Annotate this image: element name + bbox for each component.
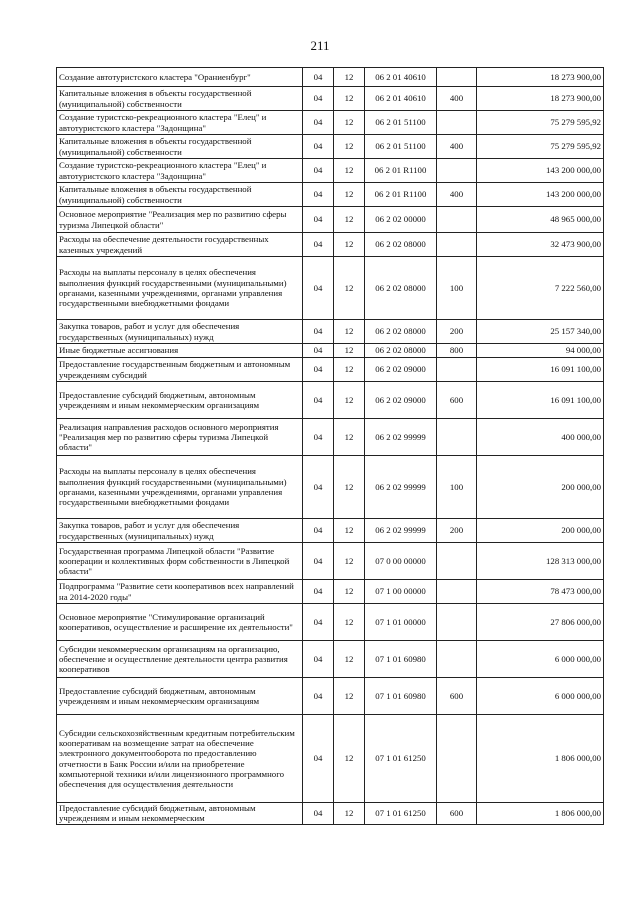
item-section: 12 <box>334 604 365 641</box>
item-target-code: 06 2 01 R1100 <box>365 183 437 207</box>
item-name: Подпрограмма "Развитие сети кооперативов всех направлений на 2014-2020 годы" <box>57 580 303 604</box>
item-gr: 04 <box>303 87 334 111</box>
item-amount: 16 091 100,00 <box>477 358 604 382</box>
item-name: Расходы на выплаты персоналу в целях обеспечения выполнения функций государственными (муниципальными) органами, казенными учреждениями, органами управления государственными внебюджетными фондами <box>57 456 303 519</box>
item-section: 12 <box>334 382 365 419</box>
item-gr: 04 <box>303 111 334 135</box>
table-row <box>57 641 604 678</box>
item-gr: 04 <box>303 604 334 641</box>
item-expense-type <box>437 543 477 580</box>
item-amount: 1 806 000,00 <box>477 715 604 803</box>
item-target-code: 06 2 02 08000 <box>365 344 437 358</box>
item-section: 12 <box>334 543 365 580</box>
item-name: Капитальные вложения в объекты государственной (муниципальной) собственности <box>57 87 303 111</box>
item-expense-type: 400 <box>437 87 477 111</box>
table-row <box>57 358 604 382</box>
item-amount: 18 273 900,00 <box>477 68 604 87</box>
item-expense-type <box>437 715 477 803</box>
item-name: Закупка товаров, работ и услуг для обеспечения государственных (муниципальных) нужд <box>57 320 303 344</box>
item-expense-type: 200 <box>437 320 477 344</box>
item-target-code: 06 2 02 99999 <box>365 519 437 543</box>
item-name: Капитальные вложения в объекты государственной (муниципальной) собственности <box>57 135 303 159</box>
item-expense-type: 800 <box>437 344 477 358</box>
item-amount: 16 091 100,00 <box>477 382 604 419</box>
item-section: 12 <box>334 111 365 135</box>
item-name: Субсидии некоммерческим организациям на организацию, обеспечение и осуществление деятельности центра развития кооперативов <box>57 641 303 678</box>
item-target-code: 07 1 01 61250 <box>365 803 437 825</box>
item-amount: 200 000,00 <box>477 456 604 519</box>
item-expense-type <box>437 233 477 257</box>
item-gr: 04 <box>303 543 334 580</box>
item-amount: 75 279 595,92 <box>477 111 604 135</box>
item-target-code: 06 2 02 08000 <box>365 257 437 320</box>
item-name: Расходы на выплаты персоналу в целях обеспечения выполнения функций государственными (муниципальными) органами, казенными учреждениями, органами управления государственными внебюджетными фондами <box>57 257 303 320</box>
item-expense-type: 200 <box>437 519 477 543</box>
item-name: Основное мероприятие "Реализация мер по развитию сферы туризма Липецкой области" <box>57 207 303 233</box>
item-section: 12 <box>334 135 365 159</box>
item-name: Предоставление субсидий бюджетным, автономным учреждениям и иным некоммерческим организациям <box>57 678 303 715</box>
item-target-code: 06 2 02 00000 <box>365 207 437 233</box>
item-section: 12 <box>334 233 365 257</box>
item-amount: 7 222 560,00 <box>477 257 604 320</box>
item-expense-type: 600 <box>437 678 477 715</box>
item-target-code: 07 0 00 00000 <box>365 543 437 580</box>
item-amount: 6 000 000,00 <box>477 678 604 715</box>
item-target-code: 06 2 01 51100 <box>365 135 437 159</box>
item-gr: 04 <box>303 183 334 207</box>
item-expense-type <box>437 68 477 87</box>
item-gr: 04 <box>303 456 334 519</box>
item-gr: 04 <box>303 135 334 159</box>
table-row <box>57 543 604 580</box>
item-name: Закупка товаров, работ и услуг для обеспечения государственных (муниципальных) нужд <box>57 519 303 543</box>
item-name: Капитальные вложения в объекты государственной (муниципальной) собственности <box>57 183 303 207</box>
table-row <box>57 320 604 344</box>
item-target-code: 07 1 01 00000 <box>365 604 437 641</box>
item-expense-type: 100 <box>437 257 477 320</box>
item-section: 12 <box>334 803 365 825</box>
item-target-code: 07 1 00 00000 <box>365 580 437 604</box>
item-section: 12 <box>334 519 365 543</box>
item-target-code: 07 1 01 60980 <box>365 678 437 715</box>
item-amount: 400 000,00 <box>477 419 604 456</box>
item-target-code: 06 2 02 09000 <box>365 358 437 382</box>
item-gr: 04 <box>303 715 334 803</box>
item-gr: 04 <box>303 68 334 87</box>
item-name: Расходы на обеспечение деятельности государственных казенных учреждений <box>57 233 303 257</box>
item-expense-type: 600 <box>437 382 477 419</box>
item-gr: 04 <box>303 344 334 358</box>
table-row <box>57 111 604 135</box>
item-amount: 128 313 000,00 <box>477 543 604 580</box>
item-gr: 04 <box>303 382 334 419</box>
item-expense-type: 400 <box>437 183 477 207</box>
item-amount: 1 806 000,00 <box>477 803 604 825</box>
item-target-code: 07 1 01 60980 <box>365 641 437 678</box>
item-name: Создание автотуристского кластера "Ораниенбург" <box>57 68 303 87</box>
page-number: 211 <box>310 38 330 53</box>
item-section: 12 <box>334 68 365 87</box>
item-amount: 78 473 000,00 <box>477 580 604 604</box>
item-expense-type: 600 <box>437 803 477 825</box>
item-expense-type <box>437 604 477 641</box>
item-gr: 04 <box>303 580 334 604</box>
item-amount: 200 000,00 <box>477 519 604 543</box>
table-row <box>57 456 604 519</box>
item-section: 12 <box>334 344 365 358</box>
item-expense-type: 400 <box>437 135 477 159</box>
item-section: 12 <box>334 257 365 320</box>
table-row <box>57 678 604 715</box>
item-name: Предоставление государственным бюджетным и автономным учреждениям субсидий <box>57 358 303 382</box>
item-expense-type: 100 <box>437 456 477 519</box>
item-expense-type <box>437 358 477 382</box>
budget-table-body <box>57 68 604 825</box>
item-gr: 04 <box>303 519 334 543</box>
item-name: Основное мероприятие "Стимулирование организаций кооперативов, осуществление и расширение их деятельности" <box>57 604 303 641</box>
item-name: Иные бюджетные ассигнования <box>57 344 303 358</box>
item-target-code: 07 1 01 61250 <box>365 715 437 803</box>
item-section: 12 <box>334 678 365 715</box>
item-gr: 04 <box>303 641 334 678</box>
item-target-code: 06 2 02 09000 <box>365 382 437 419</box>
table-row <box>57 207 604 233</box>
table-row <box>57 135 604 159</box>
table-row <box>57 803 604 825</box>
item-gr: 04 <box>303 358 334 382</box>
table-row <box>57 233 604 257</box>
table-row <box>57 715 604 803</box>
item-amount: 48 965 000,00 <box>477 207 604 233</box>
item-section: 12 <box>334 358 365 382</box>
item-amount: 94 000,00 <box>477 344 604 358</box>
item-gr: 04 <box>303 803 334 825</box>
item-section: 12 <box>334 183 365 207</box>
item-gr: 04 <box>303 320 334 344</box>
item-name: Субсидии сельскохозяйственным кредитным потребительским кооперативам на возмещение затрат на обеспечение электронного документооборота по предоставлению отчетности в Банк России и/или на приобретение компьютерной техники и/или лицензионного программного обеспечения для осуществления деятельности <box>57 715 303 803</box>
item-target-code: 06 2 02 99999 <box>365 419 437 456</box>
item-section: 12 <box>334 320 365 344</box>
item-target-code: 06 2 01 51100 <box>365 111 437 135</box>
item-amount: 6 000 000,00 <box>477 641 604 678</box>
item-section: 12 <box>334 580 365 604</box>
item-name: Создание туристско-рекреационного кластера "Елец" и автотуристского кластера "Задонщина" <box>57 159 303 183</box>
item-amount: 75 279 595,92 <box>477 135 604 159</box>
budget-table <box>56 67 604 825</box>
item-amount: 18 273 900,00 <box>477 87 604 111</box>
item-name: Создание туристско-рекреационного кластера "Елец" и автотуристского кластера "Задонщина" <box>57 111 303 135</box>
item-name: Реализация направления расходов основного мероприятия "Реализация мер по развитию сферы туризма Липецкой области" <box>57 419 303 456</box>
item-section: 12 <box>334 641 365 678</box>
table-row <box>57 382 604 419</box>
item-section: 12 <box>334 419 365 456</box>
item-expense-type <box>437 580 477 604</box>
item-expense-type <box>437 111 477 135</box>
item-section: 12 <box>334 715 365 803</box>
table-row <box>57 183 604 207</box>
item-target-code: 06 2 01 R1100 <box>365 159 437 183</box>
item-expense-type <box>437 207 477 233</box>
item-gr: 04 <box>303 678 334 715</box>
table-row <box>57 604 604 641</box>
item-amount: 32 473 900,00 <box>477 233 604 257</box>
table-row <box>57 257 604 320</box>
item-target-code: 06 2 02 08000 <box>365 233 437 257</box>
item-target-code: 06 2 01 40610 <box>365 87 437 111</box>
item-expense-type <box>437 159 477 183</box>
item-expense-type <box>437 641 477 678</box>
item-name: Предоставление субсидий бюджетным, автономным учреждениям и иным некоммерческим <box>57 803 303 825</box>
item-amount: 143 200 000,00 <box>477 183 604 207</box>
item-gr: 04 <box>303 419 334 456</box>
item-expense-type <box>437 419 477 456</box>
item-gr: 04 <box>303 233 334 257</box>
table-row <box>57 419 604 456</box>
item-amount: 27 806 000,00 <box>477 604 604 641</box>
item-target-code: 06 2 02 99999 <box>365 456 437 519</box>
item-target-code: 06 2 01 40610 <box>365 68 437 87</box>
item-section: 12 <box>334 207 365 233</box>
item-gr: 04 <box>303 159 334 183</box>
table-row <box>57 87 604 111</box>
item-section: 12 <box>334 456 365 519</box>
table-row <box>57 519 604 543</box>
table-row <box>57 68 604 87</box>
item-name: Государственная программа Липецкой области "Развитие кооперации и коллективных форм собственности в Липецкой области" <box>57 543 303 580</box>
item-amount: 143 200 000,00 <box>477 159 604 183</box>
item-amount: 25 157 340,00 <box>477 320 604 344</box>
table-row <box>57 344 604 358</box>
table-row <box>57 580 604 604</box>
item-name: Предоставление субсидий бюджетным, автономным учреждениям и иным некоммерческим организациям <box>57 382 303 419</box>
item-gr: 04 <box>303 207 334 233</box>
item-section: 12 <box>334 159 365 183</box>
item-gr: 04 <box>303 257 334 320</box>
table-row <box>57 159 604 183</box>
item-target-code: 06 2 02 08000 <box>365 320 437 344</box>
item-section: 12 <box>334 87 365 111</box>
